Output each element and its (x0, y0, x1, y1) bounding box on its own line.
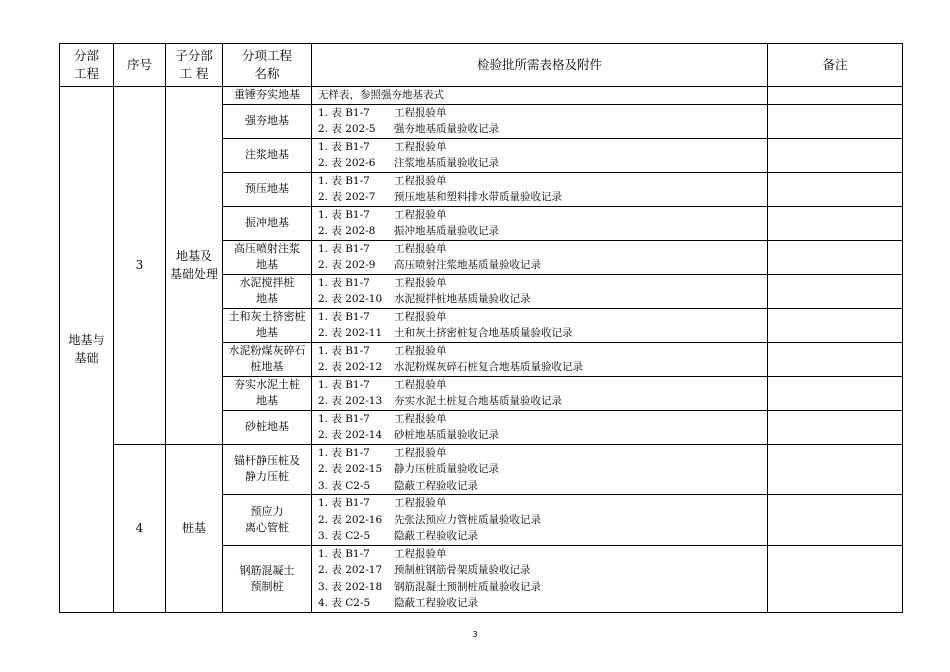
required-forms-cell (312, 444, 768, 495)
header-seq: 序号 (114, 44, 166, 87)
form-title: 工程报验单 (394, 310, 447, 323)
form-title: 工程报验单 (394, 378, 447, 391)
form-number: 2. 表 202-15 (318, 463, 383, 475)
division-cell: 地基与 基础 (60, 87, 114, 613)
form-title: 夯实水泥土桩复合地基质量验收记录 (394, 395, 562, 407)
form-number: 1. 表 B1-7 (318, 310, 370, 323)
remarks-cell (768, 495, 903, 546)
form-line (318, 275, 767, 292)
form-number: 2. 表 202-6 (318, 157, 376, 169)
form-line (318, 343, 767, 360)
item-name-cell: 高压喷射注浆 地基 (223, 240, 312, 274)
form-title: 注浆地基质量验收记录 (394, 157, 499, 169)
remarks-cell (768, 376, 903, 410)
table-row (60, 87, 903, 105)
table-body (60, 87, 903, 613)
form-number: 1. 表 B1-7 (318, 276, 370, 289)
item-name-cell: 砂桩地基 (223, 410, 312, 444)
form-line (318, 139, 767, 156)
required-forms-cell (312, 138, 768, 172)
seq-cell: 4 (114, 444, 166, 612)
item-name-cell: 振冲地基 (223, 206, 312, 240)
form-number: 2. 表 202-8 (318, 225, 376, 237)
remarks-cell (768, 87, 903, 105)
form-number: 2. 表 202-12 (318, 361, 383, 373)
item-name-cell: 预应力 离心管桩 (223, 495, 312, 546)
form-number: 3. 表 C2-5 (318, 530, 371, 542)
form-line (318, 528, 767, 545)
form-title: 振冲地基质量验收记录 (394, 225, 499, 237)
header-subdivision: 子分部 工 程 (166, 44, 223, 87)
form-number: 2. 表 202-13 (318, 395, 383, 407)
form-line (318, 173, 767, 190)
form-number: 3. 表 202-18 (318, 580, 383, 593)
form-title: 砂桩地基质量验收记录 (394, 429, 499, 441)
form-line (318, 223, 767, 240)
form-number: 1. 表 B1-7 (318, 242, 370, 255)
form-number: 2. 表 202-7 (318, 191, 376, 203)
form-number: 1. 表 B1-7 (318, 446, 370, 459)
form-title: 工程报验单 (394, 208, 447, 221)
form-title: 工程报验单 (394, 446, 447, 459)
required-forms-cell (312, 240, 768, 274)
required-forms-cell (312, 104, 768, 138)
form-title: 水泥粉煤灰碎石桩复合地基质量验收记录 (394, 361, 583, 373)
form-line (318, 121, 767, 138)
form-line (318, 309, 767, 326)
seq-cell: 3 (114, 87, 166, 445)
subdivision-cell: 地基及 基础处理 (166, 87, 223, 445)
form-line (318, 427, 767, 444)
header-forms: 检验批所需表格及附件 (312, 44, 768, 87)
form-title: 工程报验单 (394, 140, 447, 153)
remarks-cell (768, 274, 903, 308)
form-number: 2. 表 202-5 (318, 123, 376, 135)
header-remarks: 备注 (768, 44, 903, 87)
form-line (318, 207, 767, 224)
form-line (318, 155, 767, 172)
form-title: 工程报验单 (394, 547, 447, 560)
form-number: 3. 表 C2-5 (318, 479, 371, 492)
required-forms-cell (312, 172, 768, 206)
form-line (318, 105, 767, 122)
form-line (318, 478, 767, 495)
form-line (318, 87, 767, 104)
form-line (318, 325, 767, 342)
required-forms-cell (312, 342, 768, 376)
form-line (318, 546, 767, 563)
remarks-cell (768, 545, 903, 612)
form-number: 2. 表 202-11 (318, 327, 383, 339)
form-number: 2. 表 202-10 (318, 293, 383, 305)
remarks-cell (768, 104, 903, 138)
form-line (318, 241, 767, 258)
form-line (318, 595, 767, 612)
form-line (318, 495, 767, 512)
form-title: 土和灰土挤密桩复合地基质量验收记录 (394, 327, 573, 339)
form-number: 1. 表 B1-7 (318, 412, 370, 425)
form-title: 钢筋混凝土预制桩质量验收记录 (394, 580, 541, 593)
item-name-cell: 重锤夯实地基 (223, 87, 312, 105)
form-number: 2. 表 202-9 (318, 259, 376, 271)
required-forms-cell (312, 87, 768, 105)
form-title: 强夯地基质量验收记录 (394, 123, 499, 135)
form-line (318, 562, 767, 579)
table-header-row (60, 44, 903, 87)
item-name-cell: 强夯地基 (223, 104, 312, 138)
form-number: 1. 表 B1-7 (318, 344, 370, 357)
required-forms-cell (312, 410, 768, 444)
item-name-cell: 锚杆静压桩及 静力压桩 (223, 444, 312, 495)
form-number: 1. 表 B1-7 (318, 174, 370, 187)
required-forms-cell (312, 495, 768, 546)
required-forms-cell (312, 376, 768, 410)
remarks-cell (768, 410, 903, 444)
required-forms-cell (312, 308, 768, 342)
remarks-cell (768, 308, 903, 342)
remarks-cell (768, 138, 903, 172)
form-title: 先张法预应力管桩质量验收记录 (394, 513, 541, 526)
form-line (318, 579, 767, 596)
form-title: 工程报验单 (394, 344, 447, 357)
header-division: 分部 工程 (60, 44, 114, 87)
form-line (318, 377, 767, 394)
item-name-cell: 预压地基 (223, 172, 312, 206)
form-line (318, 359, 767, 376)
form-title: 高压喷射注浆地基质量验收记录 (394, 259, 541, 271)
item-name-cell: 水泥搅拌桩 地基 (223, 274, 312, 308)
page-number: 3 (472, 630, 478, 639)
form-number: 2. 表 202-16 (318, 513, 383, 526)
form-title: 预制桩钢筋骨架质量验收记录 (394, 564, 531, 576)
inspection-forms-table (59, 43, 903, 613)
form-title: 静力压桩质量验收记录 (394, 463, 499, 475)
form-title: 预压地基和塑料排水带质量验收记录 (394, 191, 562, 203)
form-number: 1. 表 B1-7 (318, 208, 370, 221)
form-title: 工程报验单 (394, 106, 447, 119)
form-number: 1. 表 B1-7 (318, 378, 370, 391)
item-name-cell: 土和灰土挤密桩 地基 (223, 308, 312, 342)
form-line (318, 189, 767, 206)
form-line (318, 411, 767, 428)
item-name-cell: 夯实水泥土桩 地基 (223, 376, 312, 410)
form-number: 2. 表 202-17 (318, 564, 383, 576)
remarks-cell (768, 240, 903, 274)
item-name-cell: 钢筋混凝土 预制桩 (223, 545, 312, 612)
form-title: 工程报验单 (394, 412, 447, 425)
required-forms-cell (312, 206, 768, 240)
form-line (318, 512, 767, 529)
form-line (318, 291, 767, 308)
remarks-cell (768, 342, 903, 376)
form-title: 隐蔽工程验收记录 (394, 597, 478, 609)
form-title: 工程报验单 (394, 242, 447, 255)
form-title: 工程报验单 (394, 497, 447, 509)
form-number: 2. 表 202-14 (318, 429, 383, 441)
form-title: 隐蔽工程验收记录 (394, 479, 478, 492)
form-line (318, 445, 767, 462)
subdivision-cell: 桩基 (166, 444, 223, 612)
item-name-cell: 注浆地基 (223, 138, 312, 172)
form-title: 工程报验单 (394, 174, 447, 187)
form-line (318, 393, 767, 410)
form-number: 1. 表 B1-7 (318, 140, 370, 153)
form-number: 1. 表 B1-7 (318, 497, 370, 509)
required-forms-cell (312, 545, 768, 612)
form-title: 工程报验单 (394, 276, 447, 289)
form-title: 隐蔽工程验收记录 (394, 530, 478, 542)
remarks-cell (768, 206, 903, 240)
form-line (318, 257, 767, 274)
item-name-cell: 水泥粉煤灰碎石 桩地基 (223, 342, 312, 376)
table-row (60, 444, 903, 495)
required-forms-cell (312, 274, 768, 308)
form-number: 1. 表 B1-7 (318, 106, 370, 119)
remarks-cell (768, 444, 903, 495)
remarks-cell (768, 172, 903, 206)
form-number: 4. 表 C2-5 (318, 597, 371, 609)
form-number: 1. 表 B1-7 (318, 547, 370, 560)
form-title: 水泥搅拌桩地基质量验收记录 (394, 293, 531, 305)
form-number: 无样表，参照强夯地基表式 (318, 89, 444, 101)
header-item: 分项工程 名称 (223, 44, 312, 87)
form-line (318, 461, 767, 478)
